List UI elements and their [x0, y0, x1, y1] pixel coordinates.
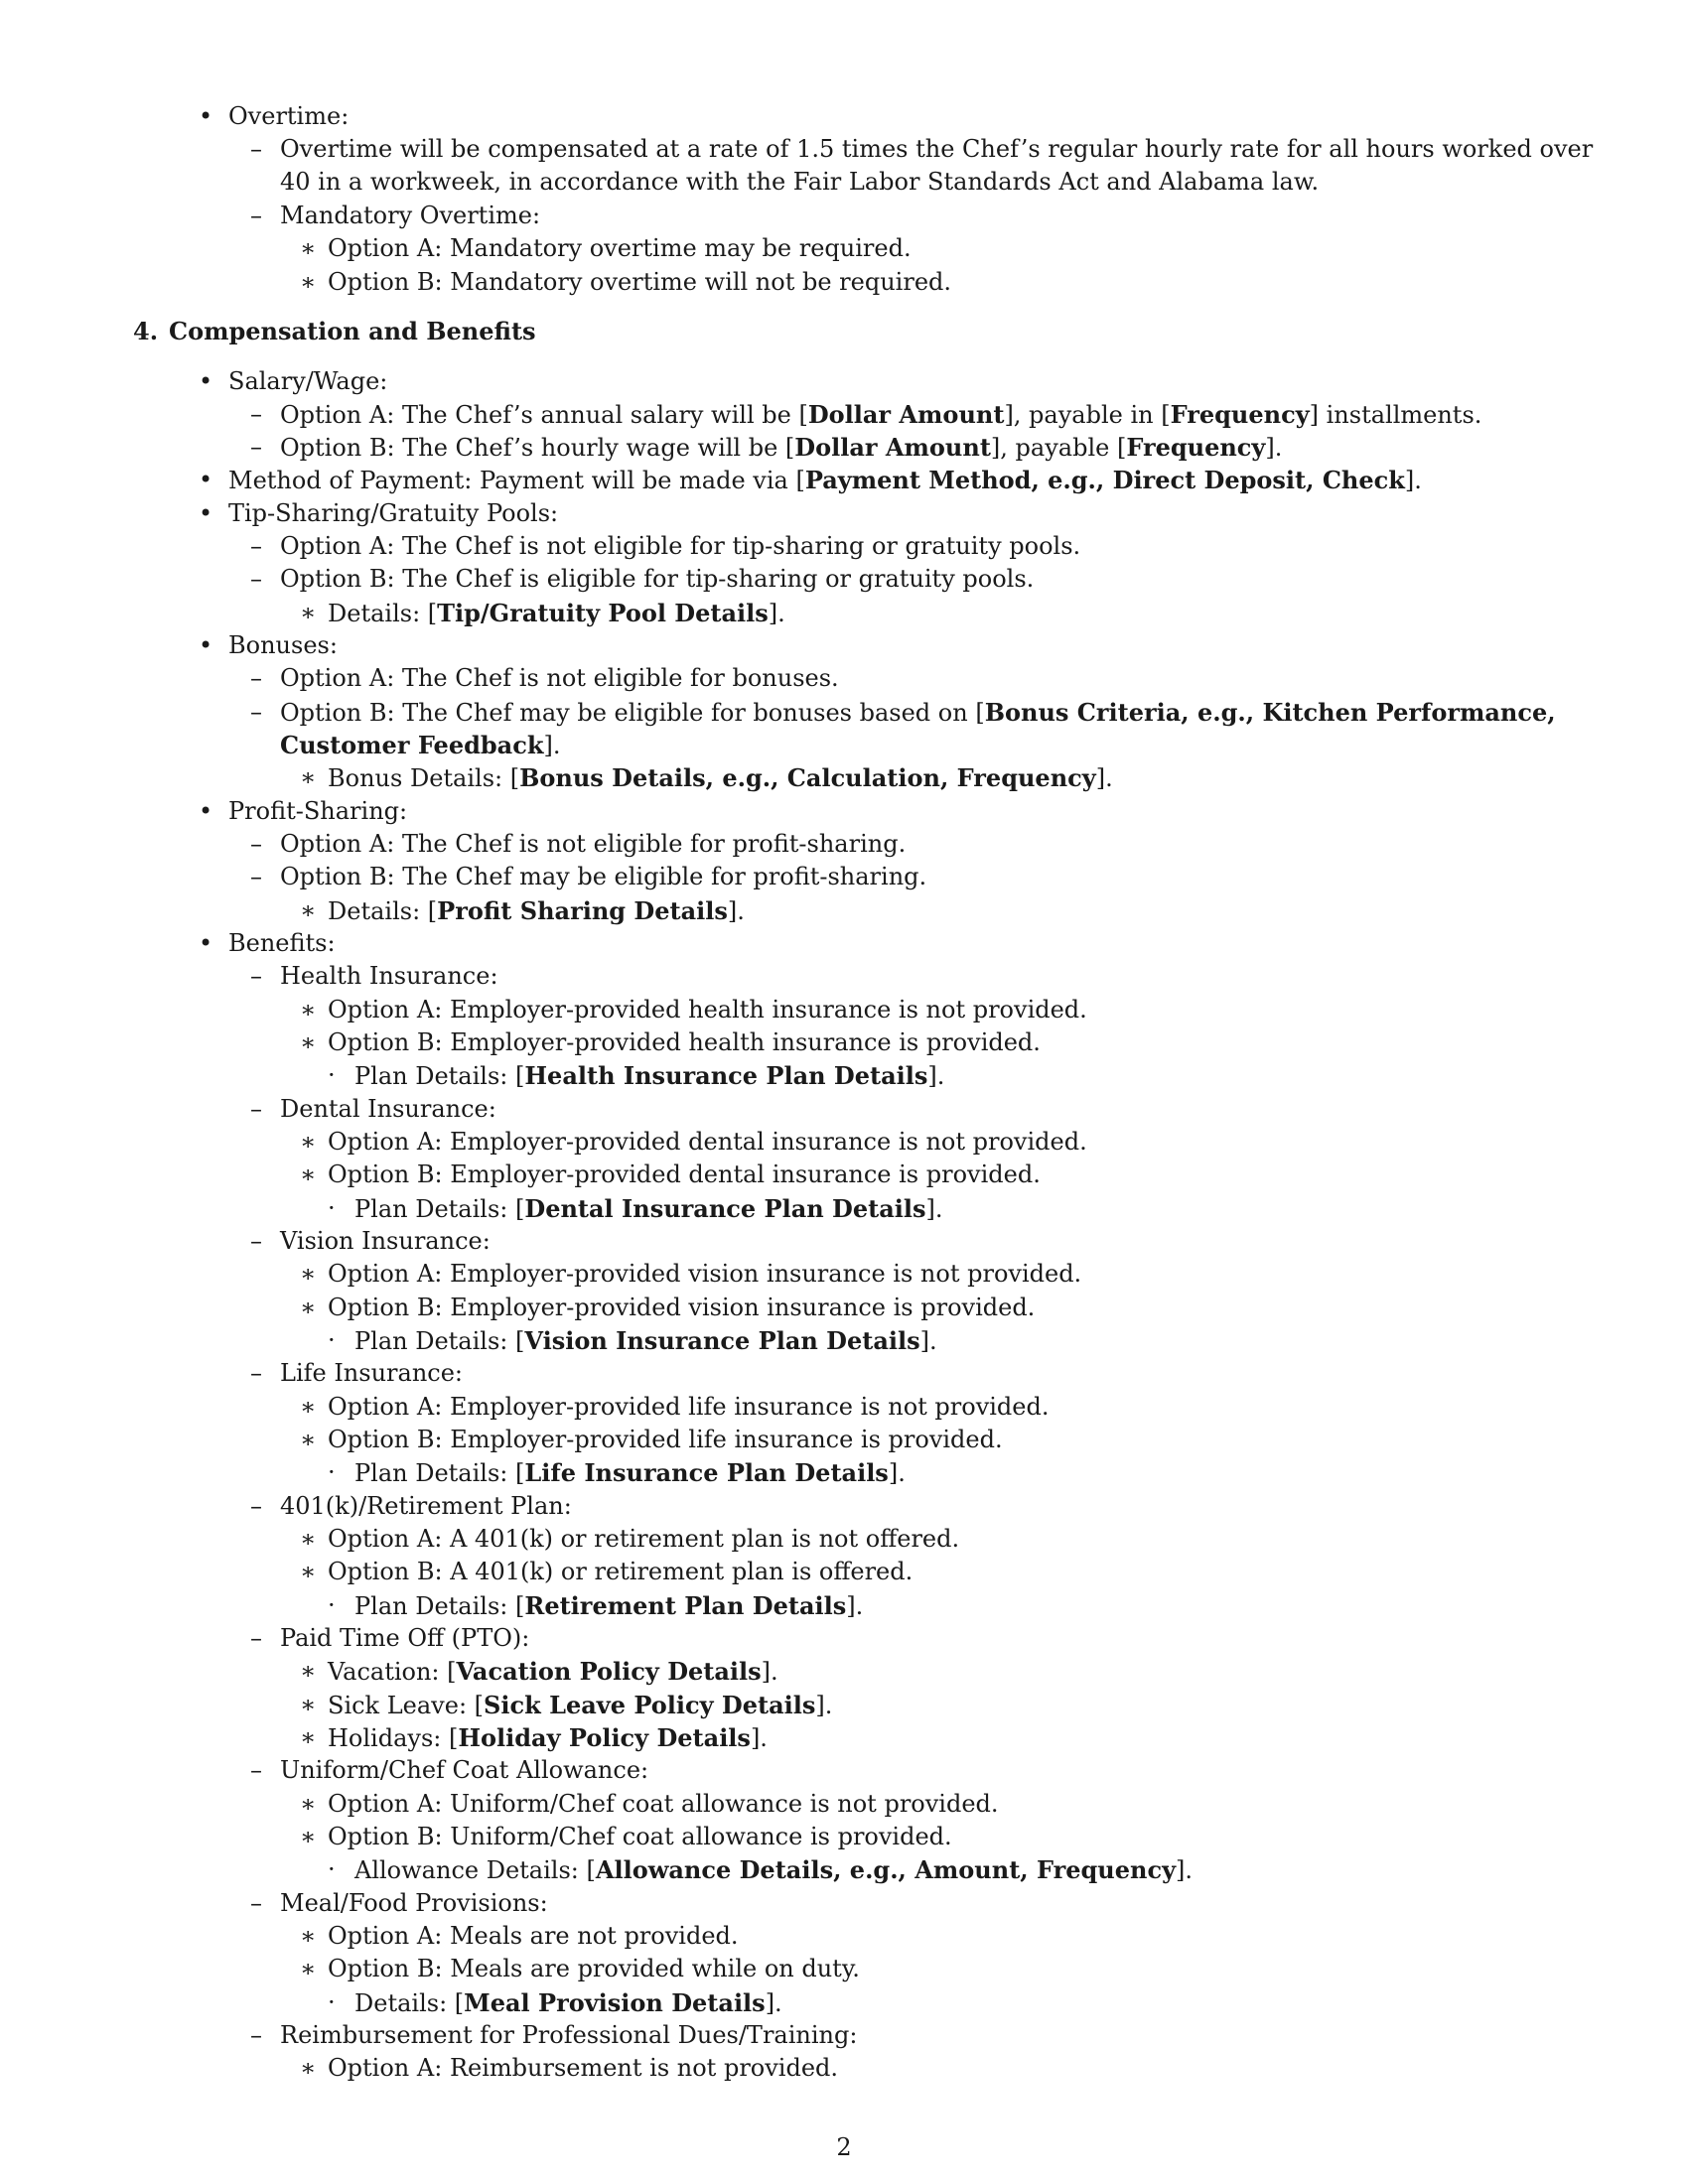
- retirement-option-a: Option A: A 401(k) or retirement plan is not offered.: [328, 1525, 960, 1553]
- salary-option-b: Option B: The Chef’s hourly wage will be [Dollar Amount], payable [Frequency].: [280, 433, 1283, 462]
- salary-option-a: Option A: The Chef’s annual salary will be [Dollar Amount], payable in [Frequency] installments.: [280, 400, 1482, 429]
- reimbursement-label: Reimbursement for Professional Dues/Training:: [280, 2021, 858, 2049]
- mandatory-overtime-option-b: Option B: Mandatory overtime will not be required.: [328, 268, 952, 296]
- bullet-marker: •: [199, 367, 213, 395]
- life-option-b: Option B: Employer-provided life insurance is provided.: [328, 1426, 1003, 1453]
- star-marker: ∗: [300, 1823, 317, 1850]
- dash-marker: –: [250, 2021, 262, 2049]
- star-marker: ∗: [300, 1393, 317, 1421]
- section-number: 4.: [133, 317, 159, 345]
- tips-details: Details: [Tip/Gratuity Pool Details].: [328, 599, 785, 627]
- star-marker: ∗: [300, 1922, 317, 1950]
- payment-method: Method of Payment: Payment will be made via [Payment Method, e.g., Direct Deposit, Check].: [228, 466, 1422, 494]
- tips-option-b: Option B: The Chef is eligible for tip-sharing or gratuity pools.: [280, 565, 1035, 593]
- mandatory-overtime-label: Mandatory Overtime:: [280, 202, 541, 229]
- bullet-marker: •: [199, 797, 213, 825]
- bonuses-option-b: Option B: The Chef may be eligible for bonuses based on [Bonus Criteria, e.g., Kitchen Performance,: [280, 698, 1556, 727]
- star-marker: ∗: [300, 1525, 317, 1553]
- dash-marker: –: [250, 962, 262, 990]
- star-marker: ∗: [300, 1558, 317, 1585]
- dash-marker: –: [250, 1359, 262, 1387]
- vision-label: Vision Insurance:: [280, 1227, 491, 1255]
- uniform-label: Uniform/Chef Coat Allowance:: [280, 1756, 649, 1784]
- tips-label: Tip-Sharing/Gratuity Pools:: [228, 499, 559, 527]
- bonuses-option-a: Option A: The Chef is not eligible for bonuses.: [280, 664, 839, 692]
- dot-marker: ·: [328, 1855, 336, 1883]
- meals-label: Meal/Food Provisions:: [280, 1889, 548, 1917]
- dash-marker: –: [250, 433, 262, 461]
- dash-marker: –: [250, 135, 262, 163]
- life-plan-details: Plan Details: [Life Insurance Plan Details].: [354, 1458, 906, 1487]
- dash-marker: –: [250, 1624, 262, 1652]
- pto-label: Paid Time Off (PTO):: [280, 1624, 530, 1652]
- dot-marker: ·: [328, 1591, 336, 1619]
- dash-marker: –: [250, 1756, 262, 1784]
- star-marker: ∗: [300, 1723, 317, 1751]
- dash-marker: –: [250, 400, 262, 428]
- dental-option-b: Option B: Employer-provided dental insurance is provided.: [328, 1160, 1041, 1188]
- health-option-a: Option A: Employer-provided health insurance is not provided.: [328, 996, 1087, 1024]
- profit-option-b: Option B: The Chef may be eligible for profit-sharing.: [280, 863, 927, 890]
- dash-marker: –: [250, 565, 262, 593]
- star-marker: ∗: [300, 268, 317, 296]
- dash-marker: –: [250, 1492, 262, 1520]
- vision-option-a: Option A: Employer-provided vision insurance is not provided.: [328, 1260, 1082, 1288]
- profit-option-a: Option A: The Chef is not eligible for profit-sharing.: [280, 830, 907, 858]
- page-number: 2: [836, 2133, 852, 2161]
- dash-marker: –: [250, 664, 262, 692]
- bullet-marker: •: [199, 631, 213, 659]
- dot-marker: ·: [328, 1988, 336, 2016]
- star-marker: ∗: [300, 1426, 317, 1453]
- life-label: Life Insurance:: [280, 1359, 464, 1387]
- star-marker: ∗: [300, 1955, 317, 1982]
- star-marker: ∗: [300, 1294, 317, 1321]
- uniform-option-b: Option B: Uniform/Chef coat allowance is provided.: [328, 1823, 952, 1850]
- salary-label: Salary/Wage:: [228, 367, 388, 395]
- dash-marker: –: [250, 1095, 262, 1123]
- bullet-marker: •: [199, 929, 213, 957]
- dot-marker: ·: [328, 1194, 336, 1222]
- uniform-allowance-details: Allowance Details: [Allowance Details, e.g., Amount, Frequency].: [354, 1855, 1194, 1884]
- bullet-marker: •: [199, 499, 213, 527]
- dash-marker: –: [250, 1889, 262, 1917]
- life-option-a: Option A: Employer-provided life insurance is not provided.: [328, 1393, 1050, 1421]
- star-marker: ∗: [300, 1657, 317, 1685]
- star-marker: ∗: [300, 599, 317, 626]
- star-marker: ∗: [300, 896, 317, 924]
- tips-option-a: Option A: The Chef is not eligible for tip-sharing or gratuity pools.: [280, 532, 1081, 560]
- health-plan-details: Plan Details: [Health Insurance Plan Details].: [354, 1061, 945, 1090]
- star-marker: ∗: [300, 234, 317, 262]
- overtime-rate-text-1: Overtime will be compensated at a rate of 1.5 times the Chef’s regular hourly rate for all hours worked over: [280, 135, 1594, 163]
- overtime-label: Overtime:: [228, 102, 350, 130]
- health-label: Health Insurance:: [280, 962, 498, 990]
- dash-marker: –: [250, 202, 262, 229]
- pto-vacation: Vacation: [Vacation Policy Details].: [328, 1657, 778, 1686]
- star-marker: ∗: [300, 1028, 317, 1056]
- profit-details: Details: [Profit Sharing Details].: [328, 896, 745, 925]
- uniform-option-a: Option A: Uniform/Chef coat allowance is not provided.: [328, 1790, 999, 1818]
- dot-marker: ·: [328, 1458, 336, 1486]
- bonuses-label: Bonuses:: [228, 631, 338, 659]
- star-marker: ∗: [300, 996, 317, 1024]
- dash-marker: –: [250, 830, 262, 858]
- dash-marker: –: [250, 1227, 262, 1255]
- health-option-b: Option B: Employer-provided health insurance is provided.: [328, 1028, 1041, 1056]
- dot-marker: ·: [328, 1061, 336, 1089]
- overtime-rate-text-2: 40 in a workweek, in accordance with the Fair Labor Standards Act and Alabama law.: [280, 168, 1320, 196]
- dental-plan-details: Plan Details: [Dental Insurance Plan Details].: [354, 1194, 943, 1223]
- star-marker: ∗: [300, 2054, 317, 2082]
- bonus-details: Bonus Details: [Bonus Details, e.g., Calculation, Frequency].: [328, 763, 1113, 792]
- dot-marker: ·: [328, 1326, 336, 1354]
- meals-option-a: Option A: Meals are not provided.: [328, 1922, 739, 1950]
- dash-marker: –: [250, 532, 262, 560]
- reimbursement-option-a: Option A: Reimbursement is not provided.: [328, 2054, 839, 2082]
- star-marker: ∗: [300, 763, 317, 791]
- meals-details: Details: [Meal Provision Details].: [354, 1988, 782, 2017]
- retirement-label: 401(k)/Retirement Plan:: [280, 1492, 572, 1520]
- star-marker: ∗: [300, 1691, 317, 1718]
- bonuses-option-b-continued: Customer Feedback].: [280, 731, 561, 759]
- star-marker: ∗: [300, 1128, 317, 1156]
- star-marker: ∗: [300, 1790, 317, 1818]
- dash-marker: –: [250, 863, 262, 890]
- star-marker: ∗: [300, 1260, 317, 1288]
- mandatory-overtime-option-a: Option A: Mandatory overtime may be required.: [328, 234, 912, 262]
- profit-label: Profit-Sharing:: [228, 797, 408, 825]
- star-marker: ∗: [300, 1160, 317, 1188]
- bullet-marker: •: [199, 102, 213, 130]
- benefits-label: Benefits:: [228, 929, 336, 957]
- meals-option-b: Option B: Meals are provided while on duty.: [328, 1955, 860, 1982]
- vision-plan-details: Plan Details: [Vision Insurance Plan Details].: [354, 1326, 937, 1355]
- dental-label: Dental Insurance:: [280, 1095, 496, 1123]
- vision-option-b: Option B: Employer-provided vision insurance is provided.: [328, 1294, 1036, 1321]
- dental-option-a: Option A: Employer-provided dental insurance is not provided.: [328, 1128, 1087, 1156]
- retirement-plan-details: Plan Details: [Retirement Plan Details].: [354, 1591, 864, 1620]
- retirement-option-b: Option B: A 401(k) or retirement plan is offered.: [328, 1558, 914, 1585]
- bullet-marker: •: [199, 466, 213, 493]
- pto-holidays: Holidays: [Holiday Policy Details].: [328, 1723, 768, 1752]
- dash-marker: –: [250, 698, 262, 726]
- section-title: Compensation and Benefits: [169, 317, 536, 345]
- pto-sick-leave: Sick Leave: [Sick Leave Policy Details].: [328, 1691, 833, 1719]
